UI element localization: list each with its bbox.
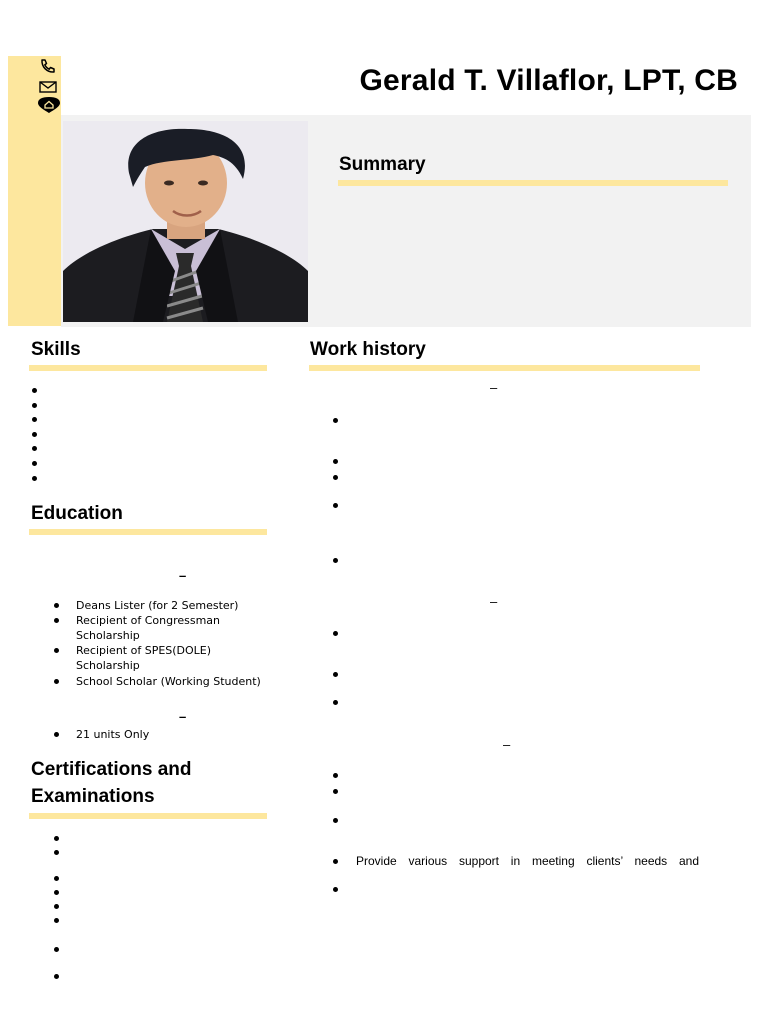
work-bullet: [333, 859, 338, 864]
skills-rule: [29, 365, 267, 371]
certifications-title-line2: Examinations: [31, 786, 155, 807]
work-bullet: [333, 475, 338, 480]
work-duty-text: Provide various support in meeting clients’ needs and: [356, 854, 699, 868]
skills-bullet: [32, 417, 37, 422]
certification-bullet: [54, 850, 59, 855]
skills-bullet: [32, 461, 37, 466]
certification-bullet: [54, 890, 59, 895]
education-entry-dash: –: [179, 568, 187, 583]
work-history-title: Work history: [310, 339, 426, 360]
phone-icon: [38, 58, 58, 74]
certification-bullet: [54, 947, 59, 952]
certification-bullet: [54, 836, 59, 841]
work-bullet: [333, 818, 338, 823]
education-title: Education: [31, 503, 123, 524]
certification-bullet: [54, 974, 59, 979]
skills-bullet: [32, 476, 37, 481]
work-bullet: [333, 503, 338, 508]
work-bullet: [333, 459, 338, 464]
summary-rule: [338, 180, 728, 186]
work-bullet: [333, 672, 338, 677]
work-bullet: [333, 631, 338, 636]
mail-icon: [38, 79, 58, 95]
work-bullet: [333, 700, 338, 705]
work-bullet: [333, 887, 338, 892]
education-rule: [29, 529, 267, 535]
work-bullet: [333, 418, 338, 423]
candidate-name: Gerald T. Villaflor, LPT, CB: [359, 64, 738, 97]
certification-bullet: [54, 918, 59, 923]
profile-photo: [63, 121, 308, 322]
summary-title: Summary: [339, 154, 426, 175]
skills-title: Skills: [31, 339, 81, 360]
work-history-rule: [309, 365, 700, 371]
skills-bullet: [32, 432, 37, 437]
skills-bullet: [32, 388, 37, 393]
work-entry-dash: –: [490, 594, 498, 609]
work-bullet: [333, 558, 338, 563]
certifications-rule: [29, 813, 267, 819]
certification-bullet: [54, 904, 59, 909]
certification-bullet: [54, 876, 59, 881]
skills-bullet: [32, 403, 37, 408]
work-bullet: [333, 773, 338, 778]
work-bullet: [333, 789, 338, 794]
work-entry-dash: –: [490, 380, 498, 395]
education-entry-dash: –: [179, 709, 187, 724]
work-entry-dash: –: [503, 737, 511, 752]
skills-bullet: [32, 446, 37, 451]
certifications-title: Certifications and: [31, 759, 192, 780]
location-icon: [36, 96, 62, 114]
